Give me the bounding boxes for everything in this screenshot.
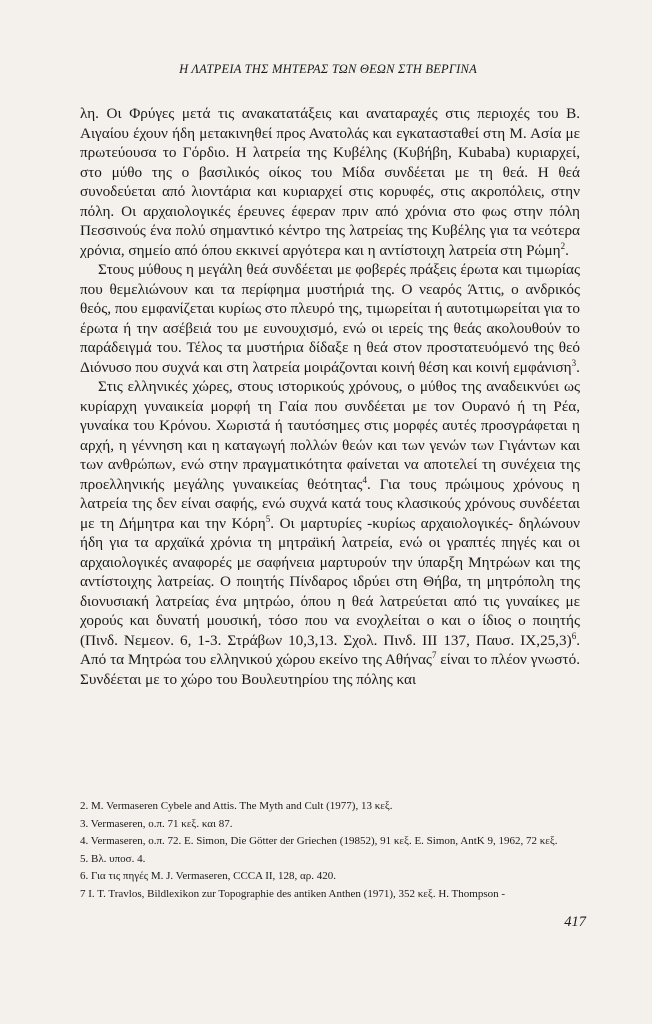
footnote-2: 2. M. Vermaseren Cybele and Attis. The Myth and Cult (1977), 13 κεξ.: [80, 800, 393, 812]
footnote-6: 6. Για τις πηγές M. J. Vermaseren, CCCA II, 128, αρ. 420.: [80, 870, 337, 882]
footnote-ref[interactable]: 6: [571, 630, 577, 641]
footnotes: [80, 798, 580, 903]
page-number: 417: [564, 914, 586, 930]
footnote-ref[interactable]: 5: [265, 513, 271, 524]
paragraph-text: . Από τα Μητρώα του ελληνικού χώρου εκείνο της Αθήνας: [80, 631, 580, 668]
footnote-ref[interactable]: 3: [571, 357, 577, 368]
body-text: [80, 104, 580, 689]
footnote-5: 5. Βλ. υποσ. 4.: [80, 852, 146, 865]
footnote-4: 4. Vermaseren, ο.π. 72. E. Simon, Die Götter der Griechen (19852), 91 κεξ. E. Simon, AntK 9, 1962, 72 κεξ.: [80, 835, 558, 847]
paragraph-text: λη. Οι Φρύγες μετά τις ανακατατάξεις και αναταραχές στις περιοχές του Β. Αιγαίου έχουν ήδη μετακινηθεί προς Ανατολάς και εγκατασταθεί στη Μ. Ασία με πρωτεύουσα το Γόρδιο. Η λατρεία της Κυβέλης (Κυβήβη, Kubaba) κυριαρχεί, στο μύθο της ο βασιλικός οίκος του Μίδα συνδέεται με τη θεά. Η θεά συνοδεύεται από λιοντάρια και κυριαρχεί στις κορυφές, στις ακροπόλεις, στην πόλη. Οι αρχαιολογικές έρευνες έφεραν πριν από χρόνια στο φως στην πόλη Πεσσινούς ένα πολύ σημαντικό κέντρο της λατρείας της Κυβέλης για τα νεότερα χρόνια, σημείο από όπου εκκινεί αργότερα και η αντίστοιχη λατρεία στη Ρώμη: [80, 105, 580, 259]
paragraph-2: Στους μύθους η μεγάλη θεά συνδέεται με φοβερές πράξεις έρωτα και τιμωρίας που θεμελιώνουν και τα περίφημα μυστήριά της. Ο νεαρός Άττις, ο ανδρικός θεός, που εμφανίζεται κυρίως στο πλευρό της, τιμωρείται ή αυτοτιμωρείται για το έρωτα ή την ασέβειά του με ευνουχισμό, ενώ οι ιερείς της θεάς ακολουθούν το παράδειγμά του. Τέλος τα μυστήρια δίδαξε η θεά στον προστατευόμενό της θεό Διόνυσο που συχνά και στη λατρεία μοιράζονται κοινή θέση και κοινή εμφάνιση$^3$.: [80, 261, 580, 376]
footnote-ref[interactable]: 7: [431, 649, 437, 660]
paragraph-1: λη. Οι Φρύγες μετά τις ανακατατάξεις και αναταραχές στις περιοχές του Β. Αιγαίου έχουν ήδη μετακινηθεί προς Ανατολάς και εγκατασταθεί στη Μ. Ασία με πρωτεύουσα το Γόρδιο. Η λατρεία της Κυβέλης (Κυβήβη, Kubaba) κυριαρχεί, στο μύθο της ο βασιλικός οίκος του Μίδα συνδέεται με τη θεά. Η θεά συνοδεύεται από λιοντάρια και κυριαρχεί στις κορυφές, στις ακροπόλεις, στην πόλη. Οι αρχαιολογικές έρευνες έφεραν πριν από χρόνια στο φως στην πόλη Πεσσινούς ένα πολύ σημαντικό κέντρο της λατρείας της Κυβέλης για τα νεότερα χρόνια, σημείο από όπου εκκινεί αργότερα και η αντίστοιχη λατρεία στη Ρώμη$^2$.: [80, 105, 580, 259]
paragraph-text: Στους μύθους η μεγάλη θεά συνδέεται με φοβερές πράξεις έρωτα και τιμωρίας που θεμελιώνουν και τα περίφημα μυστήριά της. Ο νεαρός Άττις, ο ανδρικός θεός, που εμφανίζεται κυρίως στο πλευρό της, τιμωρείται ή αυτοτιμωρείται για το έρωτα ή την ασέβειά του με ευνουχισμό, ενώ οι ιερείς της θεάς ακολουθούν το παράδειγμά του. Τέλος τα μυστήρια δίδαξε η θεά στον προστατευόμενό της θεό Διόνυσο που συχνά και στη λατρεία μοιράζονται κοινή θέση και κοινή εμφάνιση: [80, 261, 580, 376]
paragraph-text: . Οι μαρτυρίες -κυρίως αρχαιολογικές- δηλώνουν ήδη για τα αρχαϊκά χρόνια τη μητρα̈ική λατρεία, ενώ οι γραπτές πηγές και οι αρχαιολογικές αναφορές με σαφήνεια μαρτυρούν την ύπαρξη Μητρώων και της αντίστοιχης λατρείας. Ο ποιητής Πίνδαρος ιδρύει στη Θήβα, τη μητρόπολη της διονυσιακή λατρείας ένα μητρώο, όπου η θεά λατρεύεται από τις γυναίκες με χορούς και δυνατή μουσική, τόσο που να ενοχλείται ο και ο ίδιος ο ποιητής (Πινδ. Νεμεον. 6, 1-3. Στράβων 10,3,13. Σχολ. Πινδ. ΙΙΙ 137, Παυσ. ΙΧ,25,3): [80, 514, 581, 649]
paragraph-text: Στις ελληνικές χώρες, στους ιστορικούς χρόνους, ο μύθος της αναδεικνύει ως κυρίαρχη γυναικεία μορφή τη Γαία που συνδέεται με τον Ουρανό ή τη Ρέα, γυναίκα του Κρόνου. Χωριστά ή ταυτόσημες στις μορφές αυτές προσγράφεται η αρχή, η γέννηση και η καταγωγή πολλών θεών και των γενών των Γιγάντων και των ανθρώπων, ενώ στην πραγματικότητα φαίνεται να αποτελεί τη συνέχεια της προελληνικής μεγάλης γυναικείας θεότητας: [80, 378, 580, 493]
paragraph-3: [80, 377, 580, 689]
footnote-ref[interactable]: 4: [362, 474, 367, 485]
paragraph-text: είναι το πλέον γνωστό. Συνδέεται με το χώρο του Βουλευτηρίου της πόλης και: [80, 651, 581, 688]
footnote-ref[interactable]: 2: [560, 240, 566, 251]
footnote-7: 7 I. T. Travlos, Bildlexikon zur Topographie des antiken Anthen (1971), 352 κεξ. H. Thompson -: [80, 887, 506, 900]
paragraph-text: . Για τους πρώιμους χρόνους η λατρεία της δεν είναι σαφής, ενώ συχνά κατά τους κλασικούς χρόνους συνδέεται με τη Δήμητρα και την Κόρη: [80, 475, 580, 532]
footnote-3: 3. Vermaseren, ο.π. 71 κεξ. και 87.: [80, 817, 233, 830]
running-head: Η ΛΑΤΡΕΙΑ ΤΗΣ ΜΗΤΕΡΑΣ ΤΩΝ ΘΕΩΝ ΣΤΗ ΒΕΡΓΙΝΑ: [179, 62, 477, 76]
